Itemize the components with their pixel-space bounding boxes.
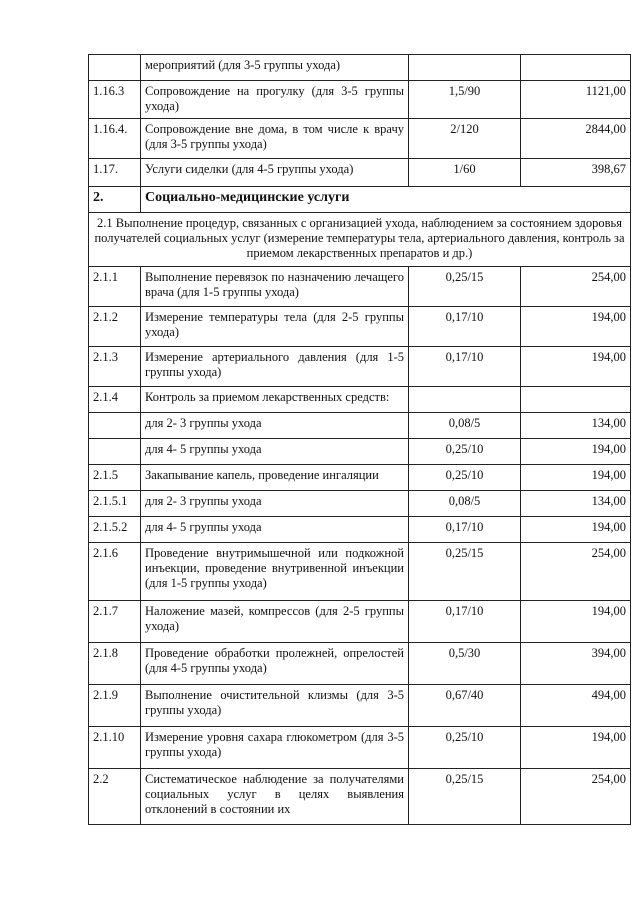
row-description: Услуги сиделки (для 4-5 группы ухода)	[141, 159, 409, 187]
row-description: Закапывание капель, проведение ингаляции	[141, 465, 409, 491]
row-norm: 0,25/10	[409, 465, 521, 491]
table-row	[89, 267, 631, 307]
row-price: 194,00	[521, 727, 631, 769]
row-number: 2.1.5.1	[89, 491, 141, 517]
table-row	[89, 643, 631, 685]
row-price: 398,67	[521, 159, 631, 187]
row-number: 2.1.5	[89, 465, 141, 491]
row-number: 2.2	[89, 769, 141, 825]
row-norm: 1,5/90	[409, 81, 521, 119]
table-row	[89, 81, 631, 119]
table-row	[89, 491, 631, 517]
row-norm: 1/60	[409, 159, 521, 187]
row-description: для 2- 3 группы ухода	[141, 413, 409, 439]
section-number: 2.	[89, 187, 141, 213]
row-description: Контроль за приемом лекарственных средств:	[141, 387, 409, 413]
row-price	[521, 55, 631, 81]
row-number: 2.1.6	[89, 543, 141, 601]
row-number: 2.1.4	[89, 387, 141, 413]
row-norm: 0,25/10	[409, 439, 521, 465]
row-norm: 0,08/5	[409, 491, 521, 517]
row-price: 254,00	[521, 267, 631, 307]
row-description: Выполнение перевязок по назначению лечащего врача (для 1-5 группы ухода)	[141, 267, 409, 307]
row-number: 2.1.5.2	[89, 517, 141, 543]
table-row	[89, 769, 631, 825]
row-number: 2.1.3	[89, 347, 141, 387]
row-norm: 0,25/10	[409, 727, 521, 769]
table-row	[89, 517, 631, 543]
row-description: Измерение температуры тела (для 2-5 группы ухода)	[141, 307, 409, 347]
row-norm	[409, 55, 521, 81]
row-price: 254,00	[521, 769, 631, 825]
row-price: 194,00	[521, 347, 631, 387]
row-norm: 0,08/5	[409, 413, 521, 439]
row-price: 134,00	[521, 413, 631, 439]
row-price: 494,00	[521, 685, 631, 727]
row-price: 2844,00	[521, 119, 631, 159]
subsection-row	[89, 213, 631, 267]
row-price: 194,00	[521, 601, 631, 643]
table-row	[89, 543, 631, 601]
table-row	[89, 159, 631, 187]
row-norm: 0,17/10	[409, 347, 521, 387]
row-norm: 0,5/30	[409, 643, 521, 685]
section-title: Социально-медицинские услуги	[141, 187, 631, 213]
row-price: 194,00	[521, 517, 631, 543]
row-number: 2.1.10	[89, 727, 141, 769]
row-number: 2.1.7	[89, 601, 141, 643]
table-row	[89, 465, 631, 491]
row-norm: 0,17/10	[409, 307, 521, 347]
row-number	[89, 439, 141, 465]
row-description: для 2- 3 группы ухода	[141, 491, 409, 517]
row-description: Выполнение очистительной клизмы (для 3-5 группы ухода)	[141, 685, 409, 727]
row-description: Проведение обработки пролежней, опрелостей (для 4-5 группы ухода)	[141, 643, 409, 685]
row-price: 1121,00	[521, 81, 631, 119]
table-row	[89, 55, 631, 81]
row-number: 1.16.3	[89, 81, 141, 119]
table-row	[89, 413, 631, 439]
row-number: 1.16.4.	[89, 119, 141, 159]
row-norm: 0,25/15	[409, 543, 521, 601]
row-norm: 0,25/15	[409, 267, 521, 307]
row-price: 194,00	[521, 307, 631, 347]
row-description: мероприятий (для 3-5 группы ухода)	[141, 55, 409, 81]
row-norm: 0,25/15	[409, 769, 521, 825]
row-norm: 0,17/10	[409, 517, 521, 543]
services-table	[88, 54, 631, 825]
row-description: Измерение уровня сахара глюкометром (для 3-5 группы ухода)	[141, 727, 409, 769]
row-number: 2.1.2	[89, 307, 141, 347]
row-description: для 4- 5 группы ухода	[141, 517, 409, 543]
row-number: 1.17.	[89, 159, 141, 187]
row-price: 194,00	[521, 465, 631, 491]
row-price: 194,00	[521, 439, 631, 465]
table-row	[89, 387, 631, 413]
row-price	[521, 387, 631, 413]
row-price: 254,00	[521, 543, 631, 601]
table-row	[89, 307, 631, 347]
row-description: Сопровождение на прогулку (для 3-5 группы ухода)	[141, 81, 409, 119]
row-norm: 0,17/10	[409, 601, 521, 643]
row-number: 2.1.1	[89, 267, 141, 307]
table-row	[89, 347, 631, 387]
row-norm: 2/120	[409, 119, 521, 159]
table-row	[89, 439, 631, 465]
row-number	[89, 413, 141, 439]
row-price: 394,00	[521, 643, 631, 685]
row-description: для 4- 5 группы ухода	[141, 439, 409, 465]
row-number	[89, 55, 141, 81]
row-norm: 0,67/40	[409, 685, 521, 727]
section-row	[89, 187, 631, 213]
table-row	[89, 685, 631, 727]
row-description: Систематическое наблюдение за получателями социальных услуг в целях выявления отклонений в состоянии их	[141, 769, 409, 825]
table-row	[89, 119, 631, 159]
table-row	[89, 601, 631, 643]
row-description: Проведение внутримышечной или подкожной инъекции, проведение внутривенной инъекции (для 1-5 группы ухода)	[141, 543, 409, 601]
row-number: 2.1.9	[89, 685, 141, 727]
row-number: 2.1.8	[89, 643, 141, 685]
row-description: Измерение артериального давления (для 1-5 группы ухода)	[141, 347, 409, 387]
row-description: Сопровождение вне дома, в том числе к врачу (для 3-5 группы ухода)	[141, 119, 409, 159]
table-row	[89, 727, 631, 769]
row-norm	[409, 387, 521, 413]
row-description: Наложение мазей, компрессов (для 2-5 группы ухода)	[141, 601, 409, 643]
subsection-description: 2.1 Выполнение процедур, связанных с организацией ухода, наблюдением за состоянием здоровья получателей социальных услуг (измерение температуры тела, артериального давления, контроль за приемом лекарственных препаратов и др.)	[89, 213, 631, 267]
row-price: 134,00	[521, 491, 631, 517]
